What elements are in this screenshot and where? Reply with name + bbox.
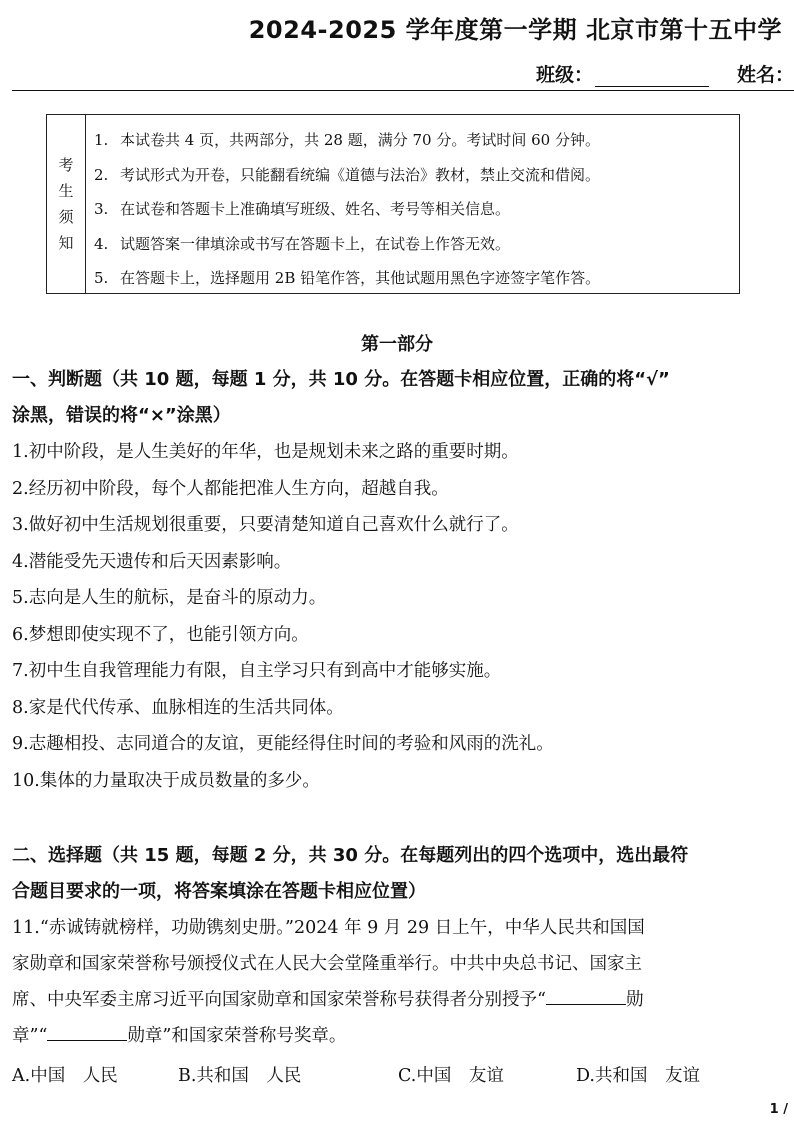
notice-side-char: 须	[58, 208, 74, 226]
judgment-question: 7.初中生自我管理能力有限，自主学习只有到高中才能够实施。	[12, 661, 502, 681]
judgment-question: 5.志向是人生的航标，是奋斗的原动力。	[12, 588, 327, 608]
section-one-heading-line: 一、判断题（共 10 题，每题 1 分，共 10 分。在答题卡相应位置，正确的将“√”	[12, 369, 670, 390]
notice-item-text: 考试形式为开卷，只能翻看统编《道德与法治》教材，禁止交流和借阅。	[120, 165, 601, 184]
name-label: 姓名：	[736, 64, 794, 86]
notice-item-number: 2.	[94, 165, 109, 184]
notice-side-char: 考	[58, 156, 74, 174]
judgment-question: 3.做好初中生活规划很重要，只要清楚知道自己喜欢什么就行了。	[12, 515, 519, 535]
option-d: D.共和国 友谊	[576, 1066, 700, 1086]
notice-item-number: 4.	[94, 234, 109, 253]
section-two-heading-line: 二、选择题（共 15 题，每题 2 分，共 30 分。在每题列出的四个选项中，选出最符	[12, 845, 689, 866]
notice-item	[94, 192, 739, 227]
answer-blank	[546, 986, 626, 1005]
class-label: 班级：	[535, 64, 593, 86]
notice-side-label	[47, 115, 86, 293]
notice-side-char: 生	[58, 182, 74, 200]
notice-item-number: 1.	[94, 131, 109, 149]
notice-side-char: 知	[58, 234, 74, 252]
section-one-heading-line: 涂黑，错误的将“×”涂黑）	[12, 405, 231, 426]
exam-title: 2024-2025 学年度第一学期 北京市第十五中学	[248, 16, 782, 44]
option-a: A.中国 人民	[12, 1066, 118, 1086]
judgment-question: 8.家是代代传承、血脉相连的生活共同体。	[12, 697, 344, 718]
question-11-line: 家勋章和国家荣誉称号颁授仪式在人民大会堂隆重举行。中共中央总书记、国家主	[12, 954, 642, 974]
notice-item	[94, 227, 739, 262]
class-blank	[595, 68, 709, 87]
judgment-question: 4.潜能受先天遗传和后天因素影响。	[12, 551, 292, 572]
judgment-question: 2.经历初中阶段，每个人都能把准人生方向，超越自我。	[12, 478, 449, 499]
judgment-question: 6.梦想即使实现不了，也能引领方向。	[12, 624, 309, 645]
student-info-row	[536, 60, 794, 87]
notice-item-text: 本试卷共 4 页，共两部分，共 28 题，满分 70 分。考试时间 60 分钟。	[120, 131, 600, 149]
section-two-heading	[12, 838, 782, 910]
notice-item-text: 试题答案一律填涂或书写在答题卡上，在试卷上作答无效。	[120, 234, 511, 253]
exam-notice-box	[46, 114, 740, 294]
judgment-question: 9.志趣相投、志同道合的友谊，更能经得住时间的考验和风雨的洗礼。	[12, 734, 554, 754]
question-11	[12, 910, 782, 1054]
notice-list	[86, 115, 739, 293]
notice-item-text: 在答题卡上，选择题用 2B 铅笔作答，其他试题用黑色字迹签字笔作答。	[120, 269, 601, 287]
answer-blank	[47, 1022, 127, 1041]
notice-item-number: 5.	[94, 269, 109, 287]
question-11-text: 勋	[625, 990, 644, 1010]
notice-item	[94, 123, 739, 158]
question-11-text: 章”“	[12, 1026, 48, 1046]
question-11-line	[12, 1018, 782, 1054]
question-11-text: 勋章”和国家荣誉称号奖章。	[127, 1026, 347, 1046]
header-rule	[12, 90, 794, 91]
page-number: 1 /	[769, 1102, 788, 1117]
notice-item	[94, 261, 739, 296]
question-11-text: 席、中央军委主席习近平向国家勋章和国家荣誉称号获得者分别授予“	[12, 990, 546, 1010]
judgment-question: 1.初中阶段，是人生美好的年华，也是规划未来之路的重要时期。	[12, 442, 519, 462]
judgment-question-list	[12, 434, 782, 799]
part-one-title: 第一部分	[361, 334, 433, 355]
notice-item-text: 在试卷和答题卡上准确填写班级、姓名、考号等相关信息。	[120, 200, 511, 218]
judgment-question: 10.集体的力量取决于成员数量的多少。	[12, 770, 320, 791]
notice-item	[94, 158, 739, 193]
option-b: B.共和国 人民	[178, 1066, 302, 1086]
question-11-line	[12, 982, 782, 1018]
notice-item-number: 3.	[94, 200, 109, 218]
question-11-line: 11.“赤诚铸就榜样，功勋镌刻史册。”2024 年 9 月 29 日上午，中华人民共和国国	[12, 918, 645, 938]
option-c: C.中国 友谊	[398, 1066, 504, 1086]
section-two-heading-line: 合题目要求的一项，将答案填涂在答题卡相应位置）	[12, 881, 426, 902]
section-one-heading	[12, 362, 782, 434]
